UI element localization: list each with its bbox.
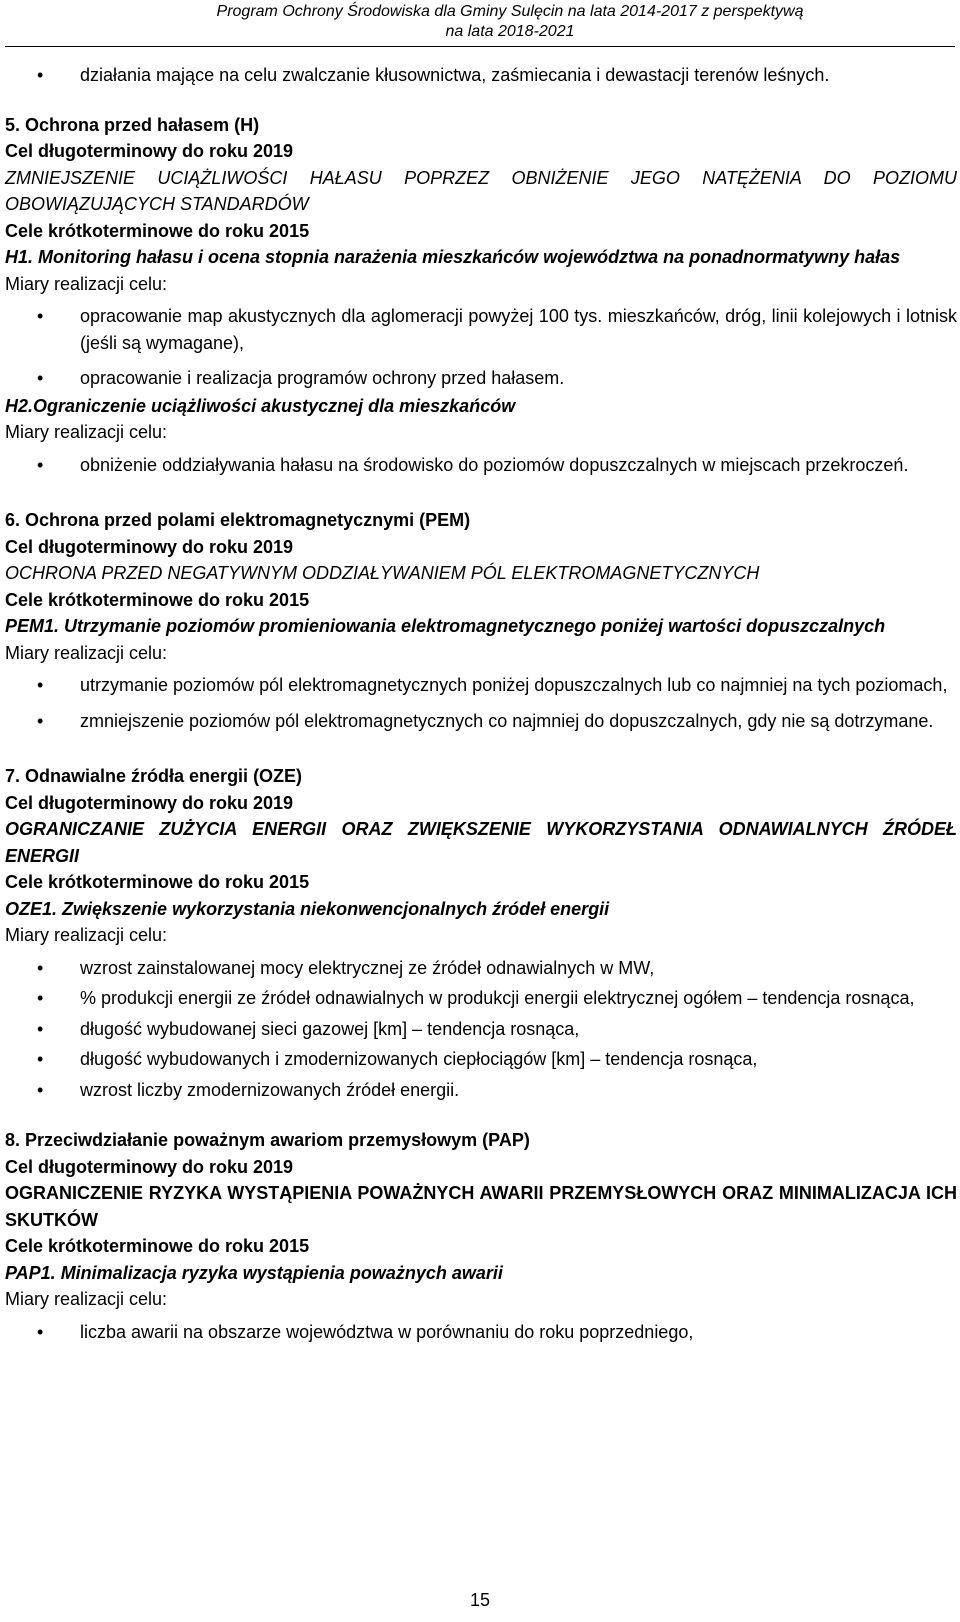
long-term-goal-label: Cel długoterminowy do roku 2019: [5, 792, 294, 813]
bullet-text: • działania mające na celu zwalczanie kłusownictwa, zaśmiecania i dewastacji terenów leśnych.: [80, 65, 830, 85]
measure-item: [5, 672, 957, 699]
header-divider: [5, 46, 955, 47]
document-body: [5, 62, 957, 1354]
section-title: 8. Przeciwdziałanie poważnym awariom przemysłowym (PAP): [5, 1130, 530, 1150]
long-term-goal-label: Cel długoterminowy do roku 2019: [5, 536, 294, 557]
header-title-line-2: na lata 2018-2021: [445, 23, 575, 40]
section-renewable-energy: [5, 763, 957, 1103]
measure-text: • % produkcji energii ze źródeł odnawialnych w produkcji energii elektrycznej ogółem – tendencja rosnąca,: [80, 988, 915, 1008]
measure-item: [5, 303, 957, 356]
short-term-goals-label: Cele krótkoterminowe do roku 2015: [5, 589, 310, 610]
measure-text: • liczba awarii na obszarze województwa w porównaniu do roku poprzedniego,: [80, 1321, 694, 1342]
task-title: H1. Monitoring hałasu i ocena stopnia narażenia mieszkańców województwa na ponadnormatywny hałas: [5, 247, 901, 267]
measure-item: [5, 452, 957, 479]
page-number: 15: [469, 1590, 491, 1610]
intro-bullet-item: [5, 62, 957, 89]
header-title-line-1: Program Ochrony Środowiska dla Gminy Sulęcin na lata 2014-2017 z perspektywą: [216, 3, 804, 20]
measure-item: [5, 1077, 957, 1104]
section-title: 7. Odnawialne źródła energii (OZE): [5, 766, 303, 786]
measure-item: [5, 1046, 957, 1073]
short-term-goals-label: Cele krótkoterminowe do roku 2015: [5, 1236, 310, 1256]
long-term-goal-text: OGRANICZANIE ZUŻYCIA ENERGII ORAZ ZWIĘKSZENIE WYKORZYSTANIA ODNAWIALNYCH ŹRÓDEŁ ENERGII: [5, 819, 957, 866]
long-term-goal-label: Cel długoterminowy do roku 2019: [5, 141, 294, 161]
long-term-goal-text: ZMNIEJSZENIE UCIĄŻLIWOŚCI HAŁASU POPRZEZ OBNIŻENIE JEGO NATĘŻENIA DO POZIOMU OBOWIĄZUJĄCYCH STANDARDÓW: [5, 167, 957, 214]
measure-text: • wzrost zainstalowanej mocy elektrycznej ze źródeł odnawialnych w MW,: [80, 957, 655, 978]
measure-text: • opracowanie i realizacja programów ochrony przed hałasem.: [80, 368, 565, 388]
measure-item: [5, 365, 957, 392]
section-title: 6. Ochrona przed polami elektromagnetycznymi (PEM): [5, 510, 471, 530]
section-noise: [5, 112, 957, 479]
measures-label: Miary realizacji celu:: [5, 925, 168, 945]
measure-item: [5, 708, 957, 735]
task-title: PEM1. Utrzymanie poziomów promieniowania elektromagnetycznego poniżej wartości dopuszczalnych: [5, 616, 886, 636]
measures-label: Miary realizacji celu:: [5, 422, 168, 442]
page-header: [0, 0, 960, 44]
measure-text: • opracowanie map akustycznych dla aglomeracji powyżej 100 tys. mieszkańców, dróg, linii kolejowych i lotnisk (jeśli są wymagane),: [80, 306, 957, 353]
short-term-goals-label: Cele krótkoterminowe do roku 2015: [5, 872, 310, 892]
measure-item: [5, 1319, 957, 1346]
measure-item: [5, 955, 957, 982]
measures-label: Miary realizacji celu:: [5, 642, 168, 663]
measure-text: • obniżenie oddziaływania hałasu na środowisko do poziomów dopuszczalnych w miejscach przekroczeń.: [80, 454, 909, 475]
section-industrial-accidents: [5, 1127, 957, 1345]
measure-text: • zmniejszenie poziomów pól elektromagnetycznych co najmniej do dopuszczalnych, gdy nie są dotrzymane.: [80, 710, 934, 731]
measure-item: [5, 1016, 957, 1043]
measure-text: • długość wybudowanej sieci gazowej [km] – tendencja rosnąca,: [80, 1018, 580, 1039]
section-title: 5. Ochrona przed hałasem (H): [5, 114, 260, 135]
measures-label: Miary realizacji celu:: [5, 273, 168, 294]
measure-text: • utrzymanie poziomów pól elektromagnetycznych poniżej dopuszczalnych lub co najmniej na tych poziomach,: [80, 675, 948, 695]
short-term-goals-label: Cele krótkoterminowe do roku 2015: [5, 220, 310, 241]
measures-label: Miary realizacji celu:: [5, 1289, 168, 1309]
long-term-goal-text: OCHRONA PRZED NEGATYWNYM ODDZIAŁYWANIEM PÓL ELEKTROMAGNETYCZNYCH: [5, 563, 760, 583]
measure-text: • wzrost liczby zmodernizowanych źródeł energii.: [80, 1079, 460, 1100]
measure-text: • długość wybudowanych i zmodernizowanych ciepłociągów [km] – tendencja rosnąca,: [80, 1049, 758, 1069]
measure-item: [5, 985, 957, 1012]
task-title: PAP1. Minimalizacja ryzyka wystąpienia poważnych awarii: [5, 1262, 503, 1283]
long-term-goal-text: OGRANICZENIE RYZYKA WYSTĄPIENIA POWAŻNYCH AWARII PRZEMYSŁOWYCH ORAZ MINIMALIZACJA ICH SKUTKÓW: [5, 1183, 957, 1230]
task-title: OZE1. Zwiększenie wykorzystania niekonwencjonalnych źródeł energii: [5, 898, 610, 919]
section-electromagnetic: [5, 507, 957, 734]
long-term-goal-label: Cel długoterminowy do roku 2019: [5, 1156, 294, 1177]
task-title: H2.Ograniczenie uciążliwości akustycznej dla mieszkańców: [5, 395, 516, 416]
